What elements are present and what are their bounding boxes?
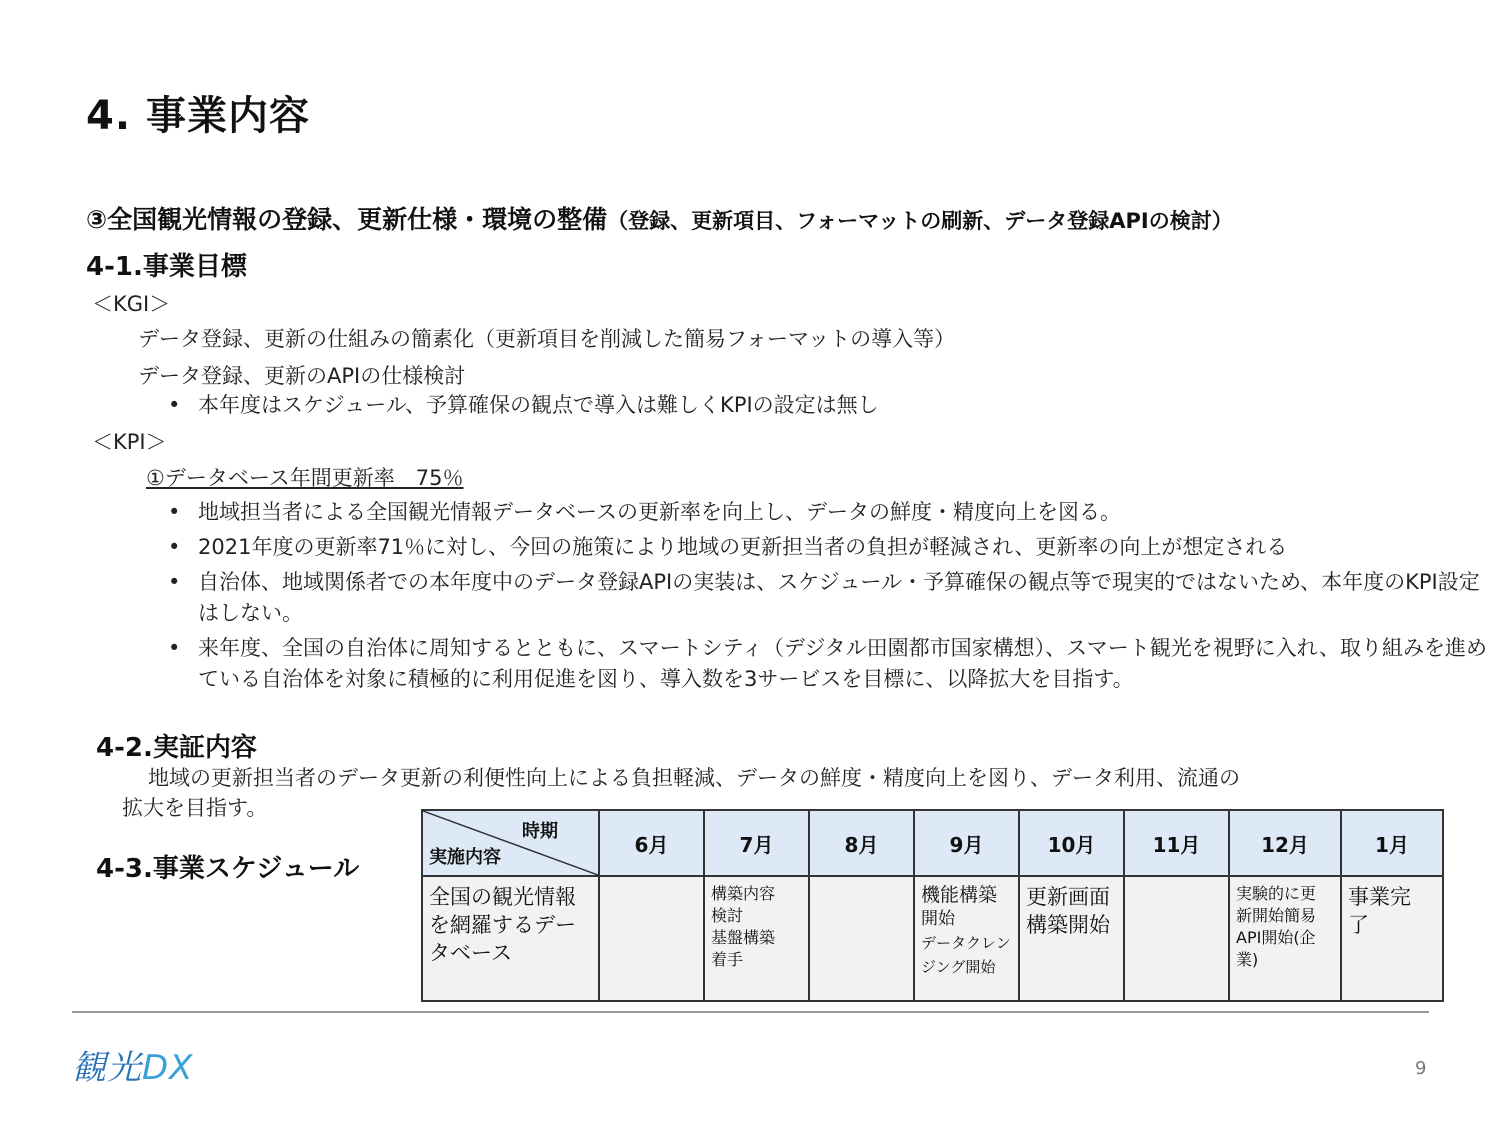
kpi-bullet: • 来年度、全国の自治体に周知するとともに、スマートシティ（デジタル田園都市国家構想）、スマート観光を視野に入れ、取り組みを進めている自治体を対象に積極的に利用促進を図り、導入数を3サービスを目標に、以降拡大を目指す。 <box>168 633 1488 695</box>
logo-dx: DX <box>142 1048 194 1088</box>
cell-line: 事業完 <box>1348 885 1411 909</box>
schedule-cell-jul <box>704 876 809 1001</box>
schedule-cell-jun <box>599 876 704 1001</box>
kpi-bullet: • 地域担当者による全国観光情報データベースの更新率を向上し、データの鮮度・精度向上を図る。 <box>168 497 1488 528</box>
schedule-heading: 4-3.事業スケジュール <box>96 854 360 884</box>
schedule-cell-dec <box>1229 876 1341 1001</box>
verification-text-line2: 拡大を目指す。 <box>122 796 268 820</box>
corner-label-period: 時期 <box>522 821 558 842</box>
kpi-bullet: • 2021年度の更新率71％に対し、今回の施策により地域の更新担当者の負担が軽減され、更新率の向上が想定される <box>168 532 1488 563</box>
corner-label-content: 実施内容 <box>429 847 501 868</box>
month-header: 9月 <box>914 810 1019 876</box>
task-name-cell: 全国の観光情報を網羅するデータベース <box>422 876 599 1001</box>
kgi-label: ＜KGI＞ <box>92 292 171 316</box>
month-header: 1月 <box>1341 810 1443 876</box>
cell-line: 構築開始 <box>1026 913 1110 937</box>
schedule-cell-aug <box>809 876 914 1001</box>
goals-heading: 4-1.事業目標 <box>86 252 247 282</box>
schedule-corner-cell <box>422 810 599 876</box>
cell-line: 了 <box>1348 913 1369 937</box>
kpi-item: ①データベース年間更新率 75％ <box>146 466 464 490</box>
cell-line: 機能構築 <box>921 884 998 906</box>
cell-line: 開始 <box>921 909 955 929</box>
kgi-bullet-list <box>168 390 1488 425</box>
kgi-item-2: データ登録、更新のAPIの仕様検討 <box>138 364 466 388</box>
month-header: 6月 <box>599 810 704 876</box>
cell-line: データクレン <box>921 934 1011 952</box>
schedule-row <box>422 876 1443 1001</box>
cell-line: 新開始簡易 <box>1236 906 1317 925</box>
schedule-cell-oct <box>1019 876 1124 1001</box>
section-heading-main: ③全国観光情報の登録、更新仕様・環境の整備 <box>86 205 608 234</box>
cell-line: 検討 <box>711 906 744 925</box>
cell-line: API開始(企 <box>1236 928 1316 947</box>
kgi-bullet: • 本年度はスケジュール、予算確保の観点で導入は難しくKPIの設定は無し <box>168 390 1488 421</box>
footer-divider <box>72 1011 1429 1013</box>
schedule-cell-nov <box>1124 876 1229 1001</box>
schedule-table <box>421 809 1444 1002</box>
kgi-item-1: データ登録、更新の仕組みの簡素化（更新項目を削減した簡易フォーマットの導入等） <box>138 327 956 351</box>
cell-line: 実験的に更 <box>1236 884 1317 903</box>
cell-line: 更新画面 <box>1026 885 1110 909</box>
cell-line: 着手 <box>711 950 744 969</box>
schedule-cell-sep <box>914 876 1019 1001</box>
kpi-label: ＜KPI＞ <box>92 430 167 454</box>
cell-line: 構築内容 <box>711 884 776 903</box>
month-header: 7月 <box>704 810 809 876</box>
cell-line: ジング開始 <box>921 958 996 976</box>
kpi-bullet: • 自治体、地域関係者での本年度中のデータ登録APIの実装は、スケジュール・予算確保の観点等で現実的ではないため、本年度のKPI設定はしない。 <box>168 567 1488 629</box>
page-title: 4. 事業内容 <box>86 93 310 139</box>
schedule-header-row <box>422 810 1443 876</box>
page-number: 9 <box>1415 1058 1427 1079</box>
month-header: 12月 <box>1229 810 1341 876</box>
cell-line: 業) <box>1236 950 1259 969</box>
month-header: 10月 <box>1019 810 1124 876</box>
verification-heading: 4-2.実証内容 <box>96 733 257 763</box>
month-header: 8月 <box>809 810 914 876</box>
month-header: 11月 <box>1124 810 1229 876</box>
verification-text-line1: 地域の更新担当者のデータ更新の利便性向上による負担軽減、データの鮮度・精度向上を図り、データ利用、流通の <box>148 766 1240 790</box>
section-heading-sub: （登録、更新項目、フォーマットの刷新、データ登録APIの検討） <box>607 209 1233 233</box>
section-heading <box>86 200 1233 236</box>
logo <box>72 1040 193 1089</box>
schedule-cell-jan <box>1341 876 1443 1001</box>
kpi-bullet-list <box>168 497 1488 699</box>
cell-line: 基盤構築 <box>711 928 776 947</box>
logo-kanji: 観光 <box>72 1048 142 1088</box>
